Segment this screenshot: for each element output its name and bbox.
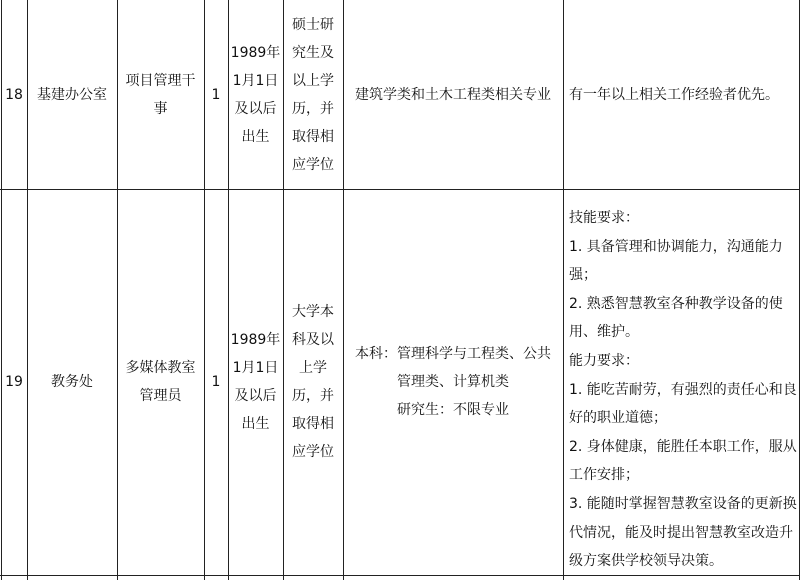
age-line: 及以后 bbox=[234, 388, 277, 404]
row-number: 18 bbox=[5, 86, 23, 103]
other-line: 技能要求： bbox=[569, 210, 639, 226]
education-line: 上学 bbox=[299, 360, 327, 376]
other-line: 有一年以上相关工作经验者优先。 bbox=[569, 86, 779, 103]
major-requirement bbox=[343, 0, 563, 189]
other-requirement bbox=[569, 0, 797, 189]
major-line: 管理类、计算机类 bbox=[397, 374, 509, 390]
age-line: 及以后 bbox=[234, 100, 277, 117]
major-requirement bbox=[343, 189, 563, 575]
age-line: 1月1日 bbox=[232, 72, 279, 89]
major-line: 建筑学类和土木工程类相关专业 bbox=[355, 86, 551, 103]
age-line: 1989年 bbox=[230, 44, 281, 61]
education-line: 究生及 bbox=[292, 44, 334, 61]
education-line: 以上学 bbox=[292, 72, 334, 89]
other-line: 代情况，能及时提出智慧教室改造升 bbox=[569, 524, 793, 541]
education-requirement bbox=[283, 189, 343, 575]
other-line: 级方案供学校领导决策。 bbox=[569, 553, 723, 570]
position-line: 管理员 bbox=[139, 388, 182, 404]
other-line: 用、维护。 bbox=[569, 324, 639, 341]
position-name bbox=[117, 0, 204, 189]
age-line: 出生 bbox=[241, 416, 270, 432]
education-line: 科及以 bbox=[292, 332, 334, 348]
position-line: 多媒体教室 bbox=[125, 360, 196, 376]
other-line: 1. 具备管理和协调能力，沟通能力 bbox=[569, 238, 783, 255]
grid-line bbox=[799, 0, 800, 580]
education-line: 硕士研 bbox=[292, 16, 334, 33]
major-line: 研究生：不限专业 bbox=[397, 402, 509, 418]
education-line: 应学位 bbox=[292, 444, 334, 460]
headcount: 1 bbox=[211, 86, 221, 103]
age-requirement bbox=[228, 0, 283, 189]
other-line: 好的职业道德； bbox=[569, 410, 667, 427]
age-requirement bbox=[228, 189, 283, 575]
age-line: 出生 bbox=[241, 128, 270, 145]
education-line: 历，并 bbox=[292, 100, 334, 117]
grid-line bbox=[563, 0, 564, 580]
other-line: 工作安排； bbox=[569, 467, 639, 484]
education-requirement bbox=[283, 0, 343, 189]
education-line: 取得相 bbox=[292, 128, 334, 145]
headcount: 1 bbox=[211, 374, 221, 390]
education-line: 取得相 bbox=[292, 416, 334, 432]
other-line: 1. 能吃苦耐劳，有强烈的责任心和良 bbox=[569, 381, 797, 398]
department: 教务处 bbox=[51, 374, 93, 390]
other-line: 2. 身体健康，能胜任本职工作，服从 bbox=[569, 438, 797, 455]
age-line: 1989年 bbox=[230, 332, 281, 348]
row-number: 19 bbox=[5, 374, 23, 390]
age-line: 1月1日 bbox=[232, 360, 279, 376]
other-line: 3. 能随时掌握智慧教室设备的更新换 bbox=[569, 495, 797, 512]
other-line: 强； bbox=[569, 267, 597, 284]
other-line: 2. 熟悉智慧教室各种教学设备的使 bbox=[569, 295, 783, 312]
other-line: 能力要求： bbox=[569, 352, 639, 369]
position-line: 项目管理干 bbox=[125, 72, 196, 89]
position-name bbox=[117, 189, 204, 575]
department: 基建办公室 bbox=[37, 86, 107, 103]
education-line: 大学本 bbox=[292, 304, 334, 320]
education-line: 应学位 bbox=[292, 156, 334, 173]
major-line: 本科：管理科学与工程类、公共 bbox=[355, 346, 551, 362]
other-requirement bbox=[569, 204, 797, 576]
position-line: 事 bbox=[153, 100, 168, 117]
education-line: 历，并 bbox=[292, 388, 334, 404]
